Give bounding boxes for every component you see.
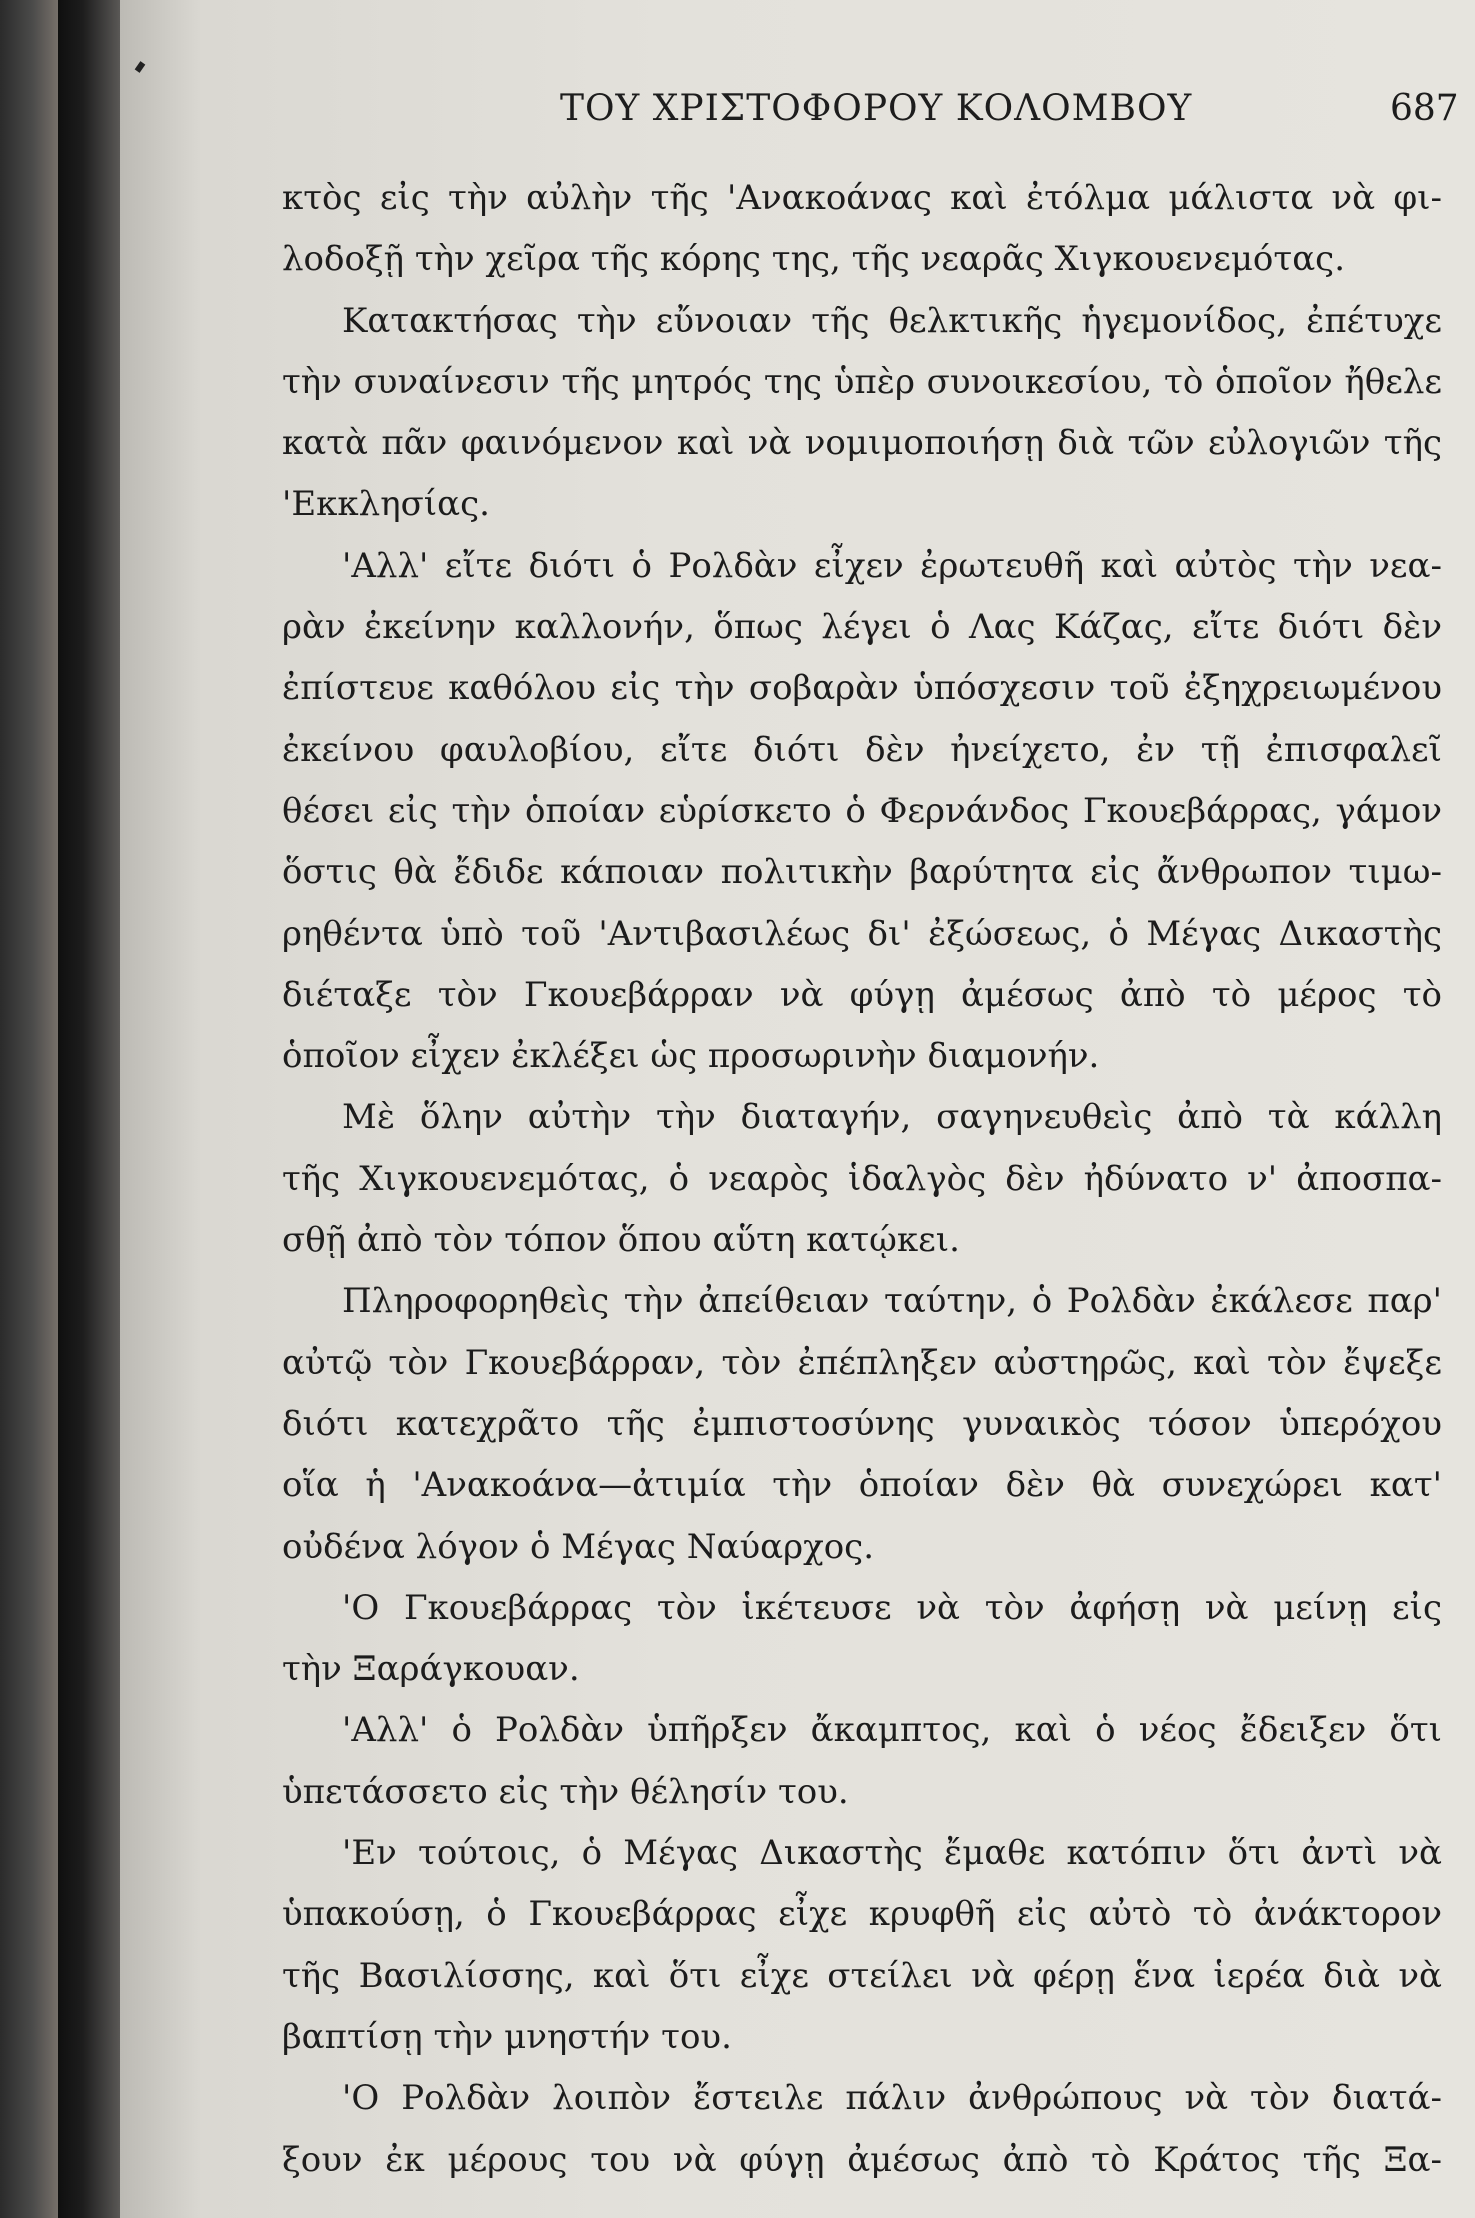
text-line: 'Εν τούτοις, ὁ Μέγας Δικαστὴς ἔμαθε κατόπιν ὅτι ἀντὶ νὰ [342, 1833, 1442, 1874]
text-line: ὅστις θὰ ἔδιδε κάποιαν πολιτικὴν βαρύτητα εἰς ἄνθρωπον τιμω- [282, 852, 1442, 893]
text-line: θέσει εἰς τὴν ὁποίαν εὑρίσκετο ὁ Φερνάνδος Γκουεβάρρας, γάμον [282, 790, 1442, 831]
text-line: κτὸς εἰς τὴν αὐλὴν τῆς 'Ανακοάνας καὶ ἐτόλμα μάλιστα νὰ φι- [282, 178, 1442, 218]
running-title: ΤΟΥ ΧΡΙΣΤΟΦΟΡΟΥ ΚΟΛΟΜΒΟΥ [560, 88, 1193, 129]
text-line: τῆς Χιγκουενεμότας, ὁ νεαρὸς ἱδαλγὸς δὲν ἠδύνατο ν' ἀποσπα- [282, 1158, 1442, 1199]
text-line: τὴν Ξαράγκουαν. [282, 1649, 580, 1690]
text-line: αὐτῷ τὸν Γκουεβάρραν, τὸν ἐπέπληξεν αὐστηρῶς, καὶ τὸν ἔψεξε [282, 1342, 1442, 1383]
text-line: ρὰν ἐκείνην καλλονήν, ὅπως λέγει ὁ Λας Κάζας, εἴτε διότι δὲν [282, 607, 1442, 648]
text-line: διέταξε τὸν Γκουεβάρραν νὰ φύγῃ ἀμέσως ἀπὸ τὸ μέρος τὸ [282, 974, 1442, 1015]
text-line: Κατακτήσας τὴν εὔνοιαν τῆς θελκτικῆς ἡγεμονίδος, ἐπέτυχε [342, 300, 1442, 341]
text-line: Μὲ ὅλην αὐτὴν τὴν διαταγήν, σαγηνευθεὶς ἀπὸ τὰ κάλλη [342, 1097, 1442, 1138]
text-line: ρηθέντα ὑπὸ τοῦ 'Αντιβασιλέως δι' ἐξώσεως, ὁ Μέγας Δικαστὴς [282, 913, 1442, 954]
text-line: τῆς Βασιλίσσης, καὶ ὅτι εἶχε στείλει νὰ φέρῃ ἕνα ἱερέα διὰ νὰ [282, 1955, 1442, 1996]
text-line: σθῇ ἀπὸ τὸν τόπον ὅπου αὕτη κατῴκει. [282, 1220, 960, 1261]
text-line: τὴν συναίνεσιν τῆς μητρός της ὑπὲρ συνοικεσίου, τὸ ὁποῖον ἤθελε [282, 361, 1442, 402]
text-line: 'Αλλ' εἴτε διότι ὁ Ρολδὰν εἶχεν ἐρωτευθῆ καὶ αὐτὸς τὴν νεα- [342, 545, 1442, 586]
text-line: 'Εκκλησίας. [282, 484, 490, 525]
text-line: Πληροφορηθεὶς τὴν ἀπείθειαν ταύτην, ὁ Ρολδὰν ἐκάλεσε παρ' [342, 1281, 1442, 1322]
text-line: ἐκείνου φαυλοβίου, εἴτε διότι δὲν ἠνείχετο, ἐν τῇ ἐπισφαλεῖ [282, 729, 1442, 770]
text-line: ὁποῖον εἶχεν ἐκλέξει ὡς προσωρινὴν διαμονήν. [282, 1036, 1100, 1077]
text-line: οὐδένα λόγον ὁ Μέγας Ναύαρχος. [282, 1526, 875, 1567]
body-text [282, 168, 1442, 2191]
text-line: ἐπίστευε καθόλου εἰς τὴν σοβαρὰν ὑπόσχεσιν τοῦ ἐξηχρειωμένου [282, 668, 1442, 709]
text-line: ὑπακούσῃ, ὁ Γκουεβάρρας εἶχε κρυφθῆ εἰς αὐτὸ τὸ ἀνάκτορον [282, 1894, 1442, 1935]
text-line: 'Ο Γκουεβάρρας τὸν ἱκέτευσε νὰ τὸν ἀφήσῃ νὰ μείνῃ εἰς [342, 1587, 1442, 1628]
page-gutter [58, 0, 120, 2218]
text-line: κατὰ πᾶν φαινόμενον καὶ νὰ νομιμοποιήσῃ διὰ τῶν εὐλογιῶν τῆς [282, 423, 1442, 464]
text-line: οἵα ἡ 'Ανακοάνα—ἀτιμία τὴν ὁποίαν δὲν θὰ συνεχώρει κατ' [282, 1465, 1442, 1506]
text-line: λοδοξῇ τὴν χεῖρα τῆς κόρης της, τῆς νεαρᾶς Χιγκουενεμότας. [282, 239, 1346, 280]
text-line: ξουν ἐκ μέρους του νὰ φύγῃ ἀμέσως ἀπὸ τὸ Κράτος τῆς Ξα- [282, 2139, 1442, 2180]
text-line: 'Αλλ' ὁ Ρολδὰν ὑπῆρξεν ἄκαμπτος, καὶ ὁ νέος ἔδειξεν ὅτι [342, 1710, 1442, 1751]
text-line: ὑπετάσσετο εἰς τὴν θέλησίν του. [282, 1771, 849, 1812]
text-line: διότι κατεχρᾶτο τῆς ἐμπιστοσύνης γυναικὸς τόσον ὑπερόχου [282, 1403, 1442, 1444]
text-line: βαπτίσῃ τὴν μνηστήν του. [282, 2016, 732, 2057]
page-number: 687 [1390, 88, 1459, 129]
text-line: 'Ο Ρολδὰν λοιπὸν ἔστειλε πάλιν ἀνθρώπους νὰ τὸν διατά- [342, 2078, 1442, 2119]
book-binding-shadow [0, 0, 58, 2218]
